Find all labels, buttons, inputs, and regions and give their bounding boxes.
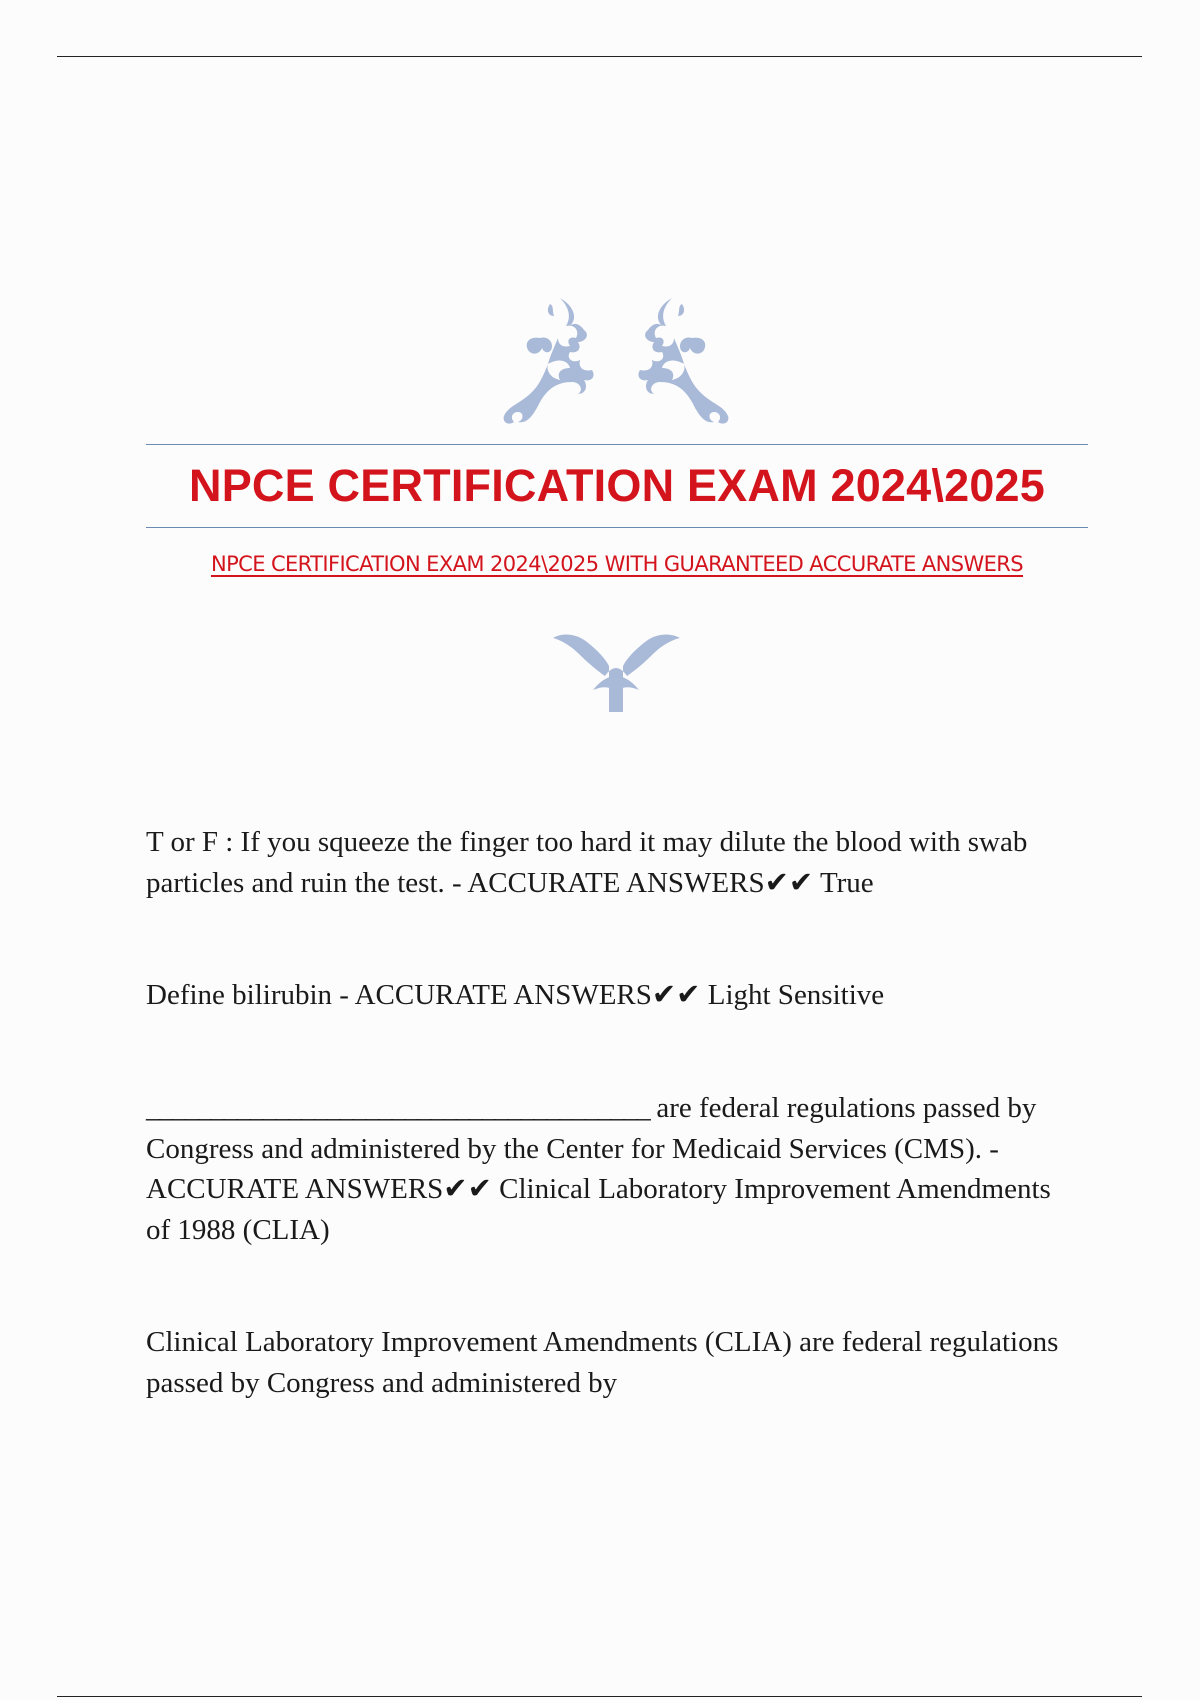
question-item-4 [146, 1322, 1076, 1403]
footer-rule [57, 1696, 1142, 1697]
document-title: NPCE CERTIFICATION EXAM 2024\2025 [189, 460, 1045, 511]
question-text: are federal regulations passed by Congress and administered by the Center for Medicaid Services (CMS). - ACCURATE ANSWERS✔✔ Clinical Laboratory Improvement Amendments of 1988 (CLIA) [146, 1092, 1051, 1246]
question-text: T or F : If you squeeze the finger too hard it may dilute the blood with swab particles and ruin the test. - ACCURATE ANSWERS✔✔ True [146, 826, 1028, 899]
header-rule [57, 56, 1142, 57]
title-bottom-rule [146, 527, 1088, 528]
title-block [146, 444, 1088, 528]
question-text: Clinical Laboratory Improvement Amendments (CLIA) are federal regulations passed by Congress and administered by [146, 1326, 1059, 1399]
question-item-2 [146, 975, 1076, 1016]
question-item-1 [146, 822, 1076, 903]
fleuron-divider-icon [553, 632, 680, 712]
floral-flourish-icon [500, 298, 732, 424]
question-text: Define bilirubin - ACCURATE ANSWERS✔✔ Light Sensitive [146, 979, 885, 1011]
question-item-3 [146, 1088, 1076, 1250]
document-subtitle: NPCE CERTIFICATION EXAM 2024\2025 WITH GUARANTEED ACCURATE ANSWERS [210, 552, 1024, 576]
fill-in-blank: _______________________________________ [146, 1092, 650, 1124]
